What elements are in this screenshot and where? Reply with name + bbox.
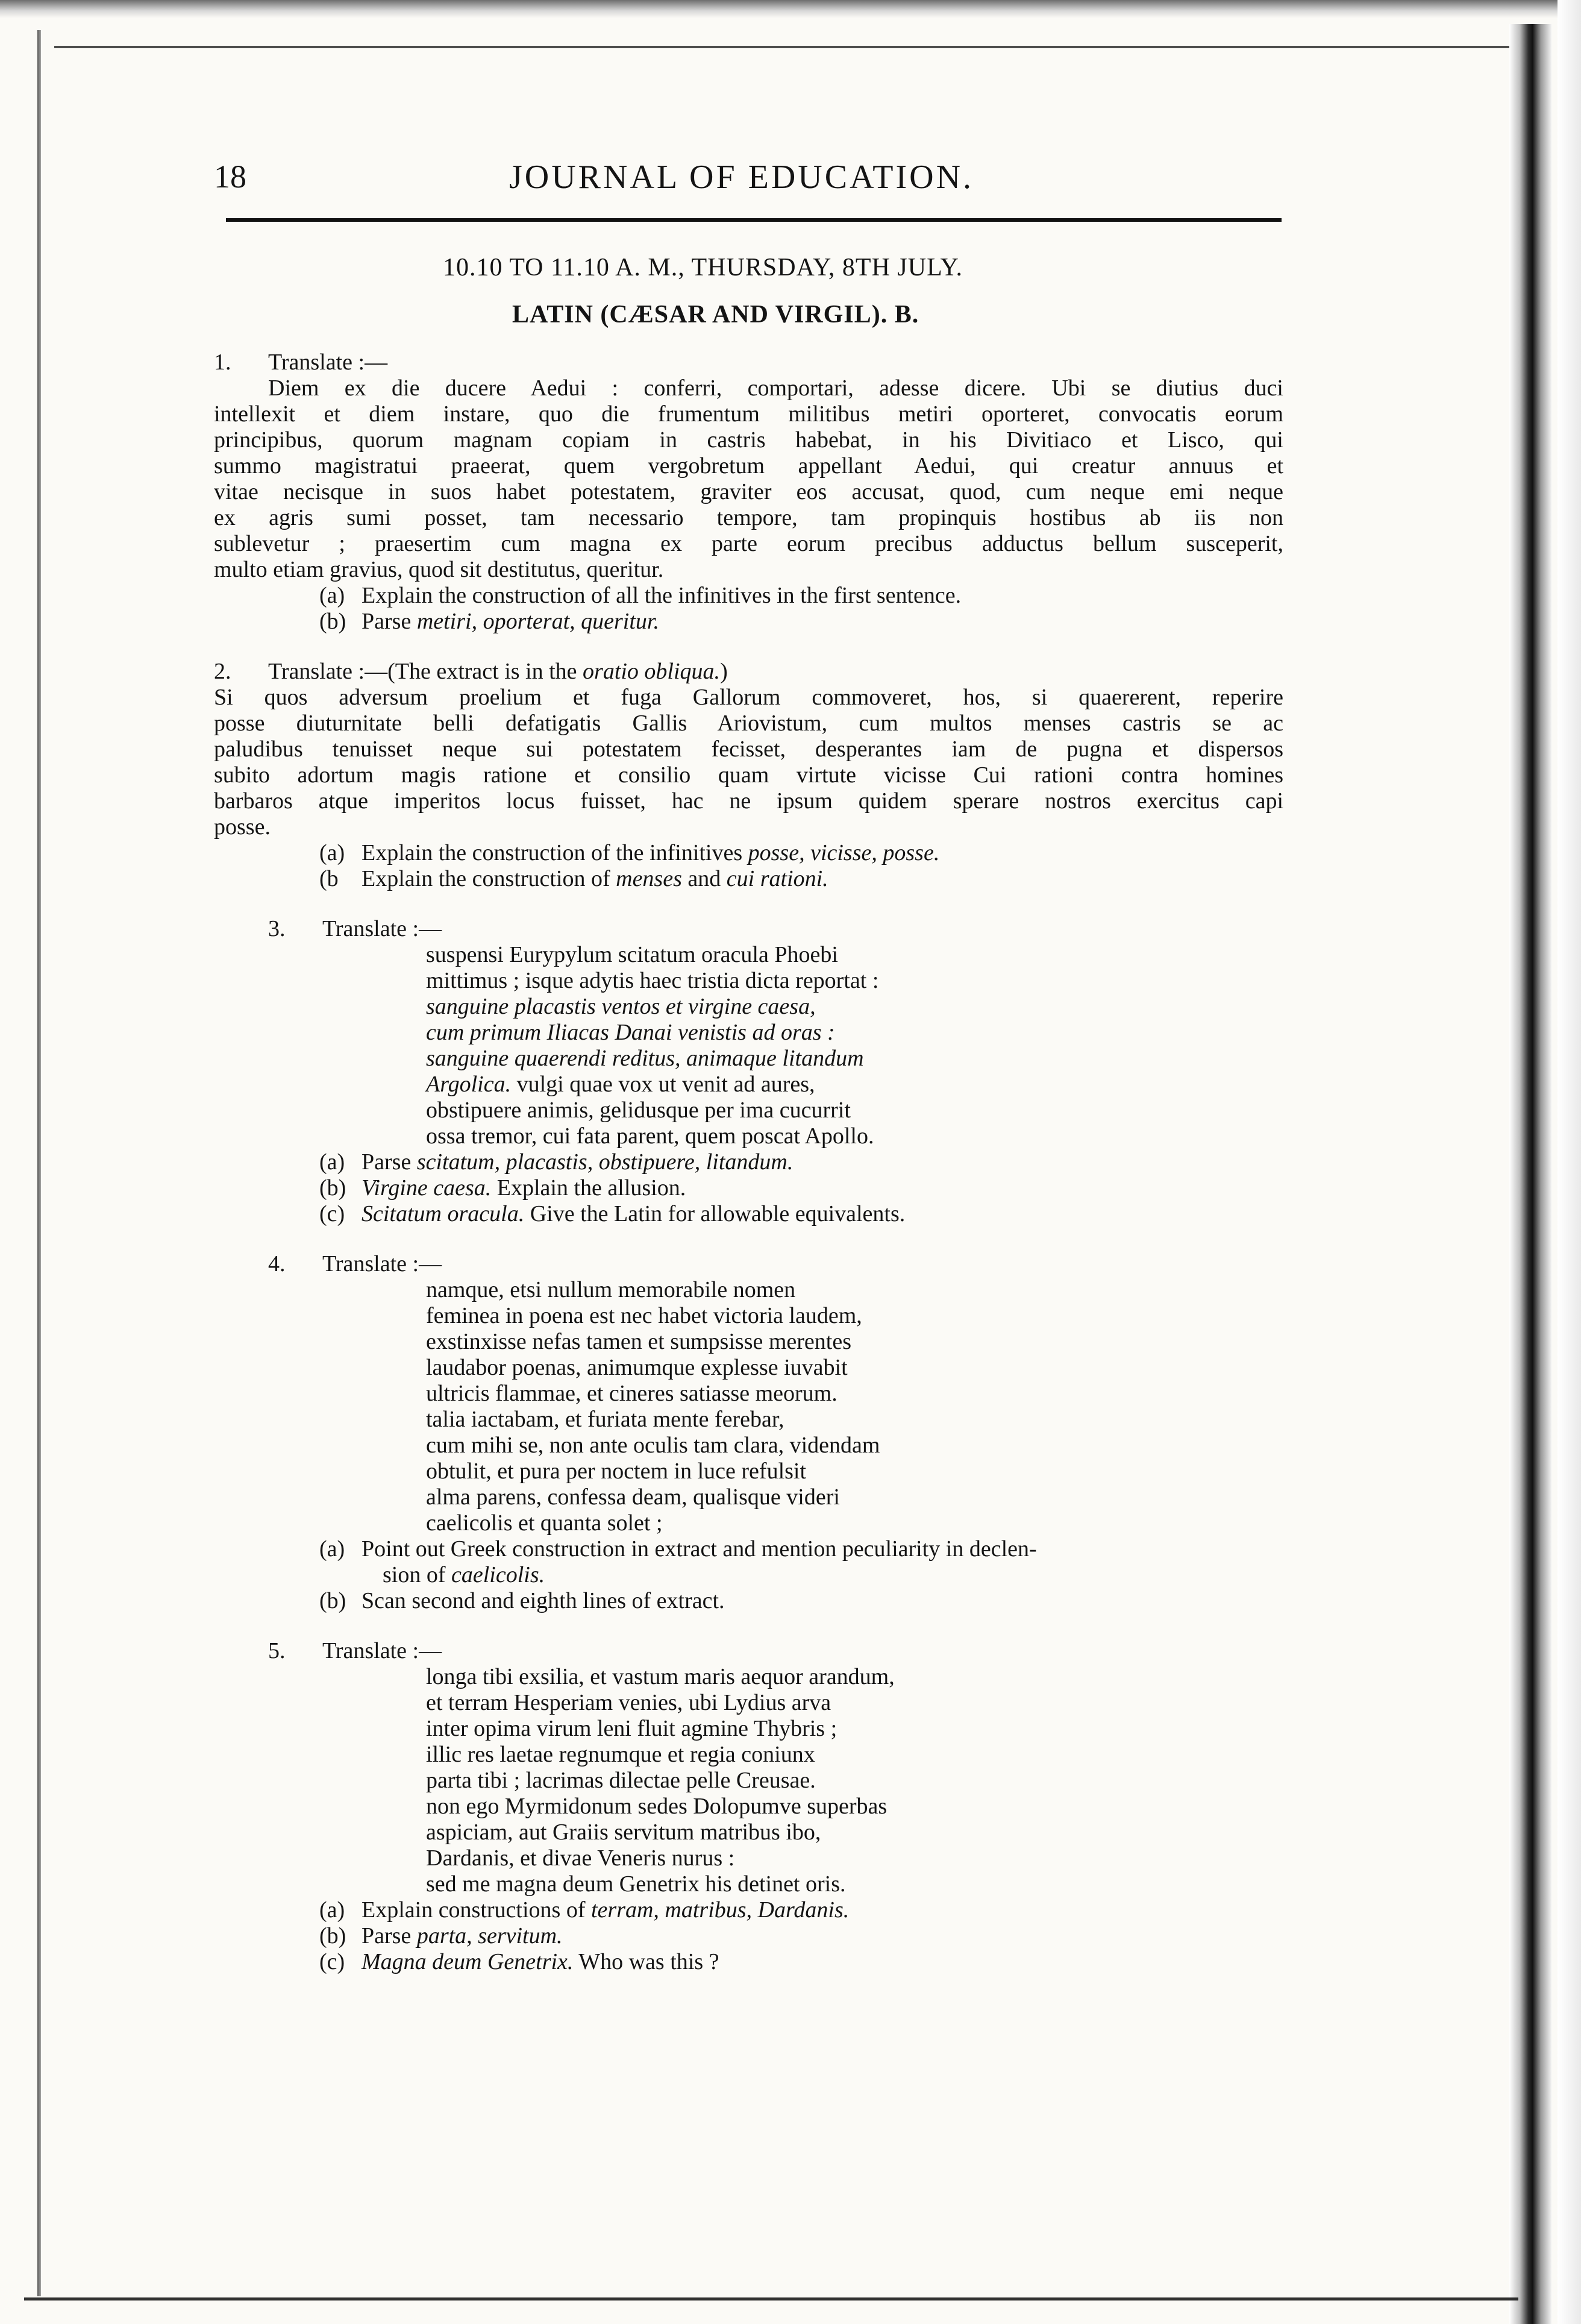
sub-text-italic: Virgine caesa. bbox=[362, 1175, 492, 1201]
passage-line: subito adortum magis ratione et consilio quam virtute vicisse Cui rationi contra homines bbox=[214, 762, 1283, 788]
sub-question-a bbox=[319, 1536, 1283, 1588]
verse-line: ossa tremor, cui fata parent, quem poscat Apollo. bbox=[426, 1123, 874, 1149]
passage-line: Diem ex die ducere Aedui : conferri, comportari, adesse dicere. Ubi se diutius duci bbox=[268, 375, 1283, 401]
sub-text-continuation bbox=[362, 1562, 1037, 1588]
question-2 bbox=[214, 659, 1283, 892]
scan-left-edge bbox=[37, 30, 41, 2296]
verse-line: non ego Myrmidonum sedes Dolopumve superbas bbox=[426, 1794, 888, 1819]
sub-question-c bbox=[319, 1949, 1283, 1975]
verse-line: sanguine placastis ventos et virgine caesa, bbox=[426, 994, 816, 1019]
verse-line: Dardanis, et divae Veneris nurus : bbox=[426, 1845, 735, 1871]
scan-bottom-rule bbox=[24, 2297, 1518, 2300]
sub-text: Explain the construction of bbox=[362, 866, 610, 891]
sub-label: (a) bbox=[319, 840, 345, 865]
passage-line: posse diuturnitate belli defatigatis Gallis Ariovistum, cum multos menses castris se ac bbox=[214, 711, 1283, 736]
sub-question-b bbox=[319, 1923, 1283, 1949]
passage-line: ex agris sumi posset, tam necessario tempore, tam propinquis hostibus ab iis non bbox=[214, 505, 1283, 530]
exam-subject: LATIN (CÆSAR AND VIRGIL). B. bbox=[512, 301, 919, 328]
verse-line: parta tibi ; lacrimas dilectae pelle Creusae. bbox=[426, 1768, 816, 1793]
sub-label: (b) bbox=[319, 1923, 346, 1949]
sub-label: (b) bbox=[319, 1175, 346, 1201]
sub-text: Give the Latin for allowable equivalents. bbox=[530, 1201, 906, 1226]
sub-text-italic: cui rationi. bbox=[726, 866, 828, 891]
verse-line: exstinxisse nefas tamen et sumpsisse merentes bbox=[426, 1329, 852, 1354]
question-instruction: Translate :— bbox=[268, 350, 388, 375]
scan-top-edge bbox=[0, 0, 1581, 18]
verse-line: aspiciam, aut Graiis servitum matribus ibo, bbox=[426, 1820, 821, 1845]
exam-time: 10.10 TO 11.10 A. M., THURSDAY, 8TH JULY. bbox=[443, 254, 963, 281]
verse-line: longa tibi exsilia, et vastum maris aequor arandum, bbox=[426, 1664, 895, 1689]
verse-line: ultricis flammae, et cineres satiasse meorum. bbox=[426, 1381, 837, 1406]
sub-question-c bbox=[319, 1201, 1283, 1227]
sub-text-italic: Scitatum oracula. bbox=[362, 1201, 525, 1226]
question-5 bbox=[214, 1638, 1283, 1975]
verse-line bbox=[426, 1072, 1283, 1098]
question-3 bbox=[214, 916, 1283, 1227]
verse-line: alma parens, confessa deam, qualisque videri bbox=[426, 1484, 840, 1510]
question-number: 1. bbox=[214, 350, 231, 375]
sub-text: and bbox=[687, 866, 721, 891]
sub-text-italic: caelicolis. bbox=[451, 1562, 545, 1588]
question-instruction: Translate :— bbox=[322, 1251, 442, 1277]
sub-question-a bbox=[319, 1149, 1283, 1175]
question-4 bbox=[214, 1251, 1283, 1614]
verse-line: caelicolis et quanta solet ; bbox=[426, 1510, 663, 1536]
sub-text: Who was this ? bbox=[578, 1949, 719, 1974]
verse-line: laudabor poenas, animumque explesse iuvabit bbox=[426, 1355, 848, 1380]
sub-text: sion of bbox=[383, 1562, 446, 1588]
passage-line: intellexit et diem instare, quo die frumentum militibus metiri oporteret, convocatis eorum bbox=[214, 401, 1283, 427]
verse-line: sed me magna deum Genetrix his detinet oris. bbox=[426, 1871, 846, 1897]
question-instruction-italic: oratio obliqua. bbox=[583, 659, 721, 684]
passage-line: paludibus tenuisset neque sui potestatem fecisset, desperantes iam de pugna et dispersos bbox=[214, 736, 1283, 762]
sub-text: Explain constructions of bbox=[362, 1897, 586, 1923]
latin-verse bbox=[426, 942, 1283, 1149]
scan-right-margin bbox=[1558, 0, 1581, 2324]
latin-verse bbox=[426, 1277, 1283, 1536]
passage-line: Si quos adversum proelium et fuga Gallorum commoveret, hos, si quaererent, reperire bbox=[214, 685, 1283, 710]
verse-line: namque, etsi nullum memorabile nomen bbox=[426, 1277, 796, 1302]
question-instruction: Translate :— bbox=[322, 1638, 442, 1663]
passage-line: posse. bbox=[214, 814, 271, 840]
sub-text: Parse bbox=[362, 1923, 412, 1949]
question-instruction: Translate :—(The extract is in the bbox=[268, 659, 577, 684]
verse-line: obstipuere animis, gelidusque per ima cucurrit bbox=[426, 1098, 851, 1123]
sub-question-b bbox=[319, 1588, 1283, 1614]
page-number: 18 bbox=[214, 159, 246, 195]
sub-text-italic: metiri, oporterat, queritur. bbox=[416, 609, 659, 634]
sub-question-a bbox=[319, 840, 1283, 866]
sub-label: (b bbox=[319, 866, 339, 891]
verse-line: suspensi Eurypylum scitatum oracula Phoebi bbox=[426, 942, 838, 967]
verse-line: sanguine quaerendi reditus, animaque litandum bbox=[426, 1046, 864, 1071]
sub-text-italic: Magna deum Genetrix. bbox=[362, 1949, 574, 1974]
question-1 bbox=[214, 350, 1283, 635]
passage-line: vitae necisque in suos habet potestatem, graviter eos accusat, quod, cum neque emi neque bbox=[214, 479, 1283, 504]
sub-text: Parse bbox=[362, 609, 412, 634]
sub-label: (b) bbox=[319, 1588, 346, 1613]
question-number: 5. bbox=[268, 1638, 286, 1663]
sub-text-italic: posse, vicisse, posse. bbox=[748, 840, 940, 865]
verse-line: cum mihi se, non ante oculis tam clara, videndam bbox=[426, 1433, 880, 1458]
passage-line: summo magistratui praeerat, quem vergobretum appellant Aedui, qui creatur annuus et bbox=[214, 453, 1283, 479]
verse-line: inter opima virum leni fluit agmine Thybris ; bbox=[426, 1716, 837, 1741]
question-number: 4. bbox=[268, 1251, 286, 1277]
latin-passage bbox=[214, 375, 1283, 583]
sub-text-italic: parta, servitum. bbox=[416, 1923, 563, 1949]
running-title: JOURNAL OF EDUCATION. bbox=[509, 159, 974, 196]
sub-label: (a) bbox=[319, 583, 345, 608]
sub-text: Scan second and eighth lines of extract. bbox=[362, 1588, 725, 1613]
sub-question-b bbox=[319, 866, 1283, 892]
verse-line: mittimus ; isque adytis haec tristia dicta reportat : bbox=[426, 968, 879, 993]
question-instruction-close: ) bbox=[720, 659, 728, 684]
verse-rest: vulgi quae vox ut venit ad aures, bbox=[511, 1072, 815, 1097]
latin-verse bbox=[426, 1664, 1283, 1897]
verse-word-italic: Argolica. bbox=[426, 1072, 512, 1097]
sub-label: (a) bbox=[319, 1897, 345, 1923]
passage-line: multo etiam gravius, quod sit destitutus, queritur. bbox=[214, 557, 664, 582]
sub-question-b bbox=[319, 609, 1283, 635]
page-header bbox=[214, 158, 1283, 200]
scan-top-rule bbox=[54, 46, 1524, 48]
sub-label: (a) bbox=[319, 1536, 345, 1562]
verse-line: feminea in poena est nec habet victoria laudem, bbox=[426, 1303, 862, 1328]
latin-passage bbox=[214, 685, 1283, 840]
question-number: 3. bbox=[268, 916, 286, 941]
sub-question-a bbox=[319, 1897, 1283, 1923]
sub-text-italic: terram, matribus, Dardanis. bbox=[590, 1897, 850, 1923]
passage-line: barbaros atque imperitos locus fuisset, hac ne ipsum quidem sperare nostros exercitus capi bbox=[214, 788, 1283, 814]
sub-label: (c) bbox=[319, 1201, 345, 1226]
sub-text: Explain the construction of all the infinitives in the first sentence. bbox=[362, 583, 962, 608]
sub-text-italic: menses bbox=[616, 866, 682, 891]
sub-text: Explain the construction of the infinitives bbox=[362, 840, 743, 865]
passage-line: principibus, quorum magnam copiam in castris habebat, in his Divitiaco et Lisco, qui bbox=[214, 427, 1283, 453]
verse-line: obtulit, et pura per noctem in luce refulsit bbox=[426, 1459, 807, 1484]
passage-line: sublevetur ; praesertim cum magna ex parte eorum precibus adductus bellum susceperit, bbox=[214, 531, 1283, 556]
verse-line: illic res laetae regnumque et regia coniunx bbox=[426, 1742, 815, 1767]
sub-text: Parse bbox=[362, 1149, 412, 1175]
sub-question-b bbox=[319, 1175, 1283, 1201]
header-rule bbox=[226, 218, 1282, 222]
sub-text-italic: scitatum, placastis, obstipuere, litandum. bbox=[416, 1149, 794, 1175]
scan-binding-edge bbox=[1509, 24, 1551, 2324]
verse-line: cum primum Iliacas Danai venistis ad oras : bbox=[426, 1020, 835, 1045]
sub-text: Point out Greek construction in extract and mention peculiarity in declen- bbox=[362, 1536, 1037, 1562]
sub-label: (b) bbox=[319, 609, 346, 634]
exam-questions bbox=[214, 350, 1283, 1975]
sub-label: (a) bbox=[319, 1149, 345, 1175]
sub-text: Explain the allusion. bbox=[496, 1175, 686, 1201]
question-number: 2. bbox=[214, 659, 231, 684]
verse-line: talia iactabam, et furiata mente ferebar, bbox=[426, 1407, 784, 1432]
sub-label: (c) bbox=[319, 1949, 345, 1974]
sub-question-a bbox=[319, 583, 1283, 609]
question-instruction: Translate :— bbox=[322, 916, 442, 941]
verse-line: et terram Hesperiam venies, ubi Lydius arva bbox=[426, 1690, 831, 1715]
